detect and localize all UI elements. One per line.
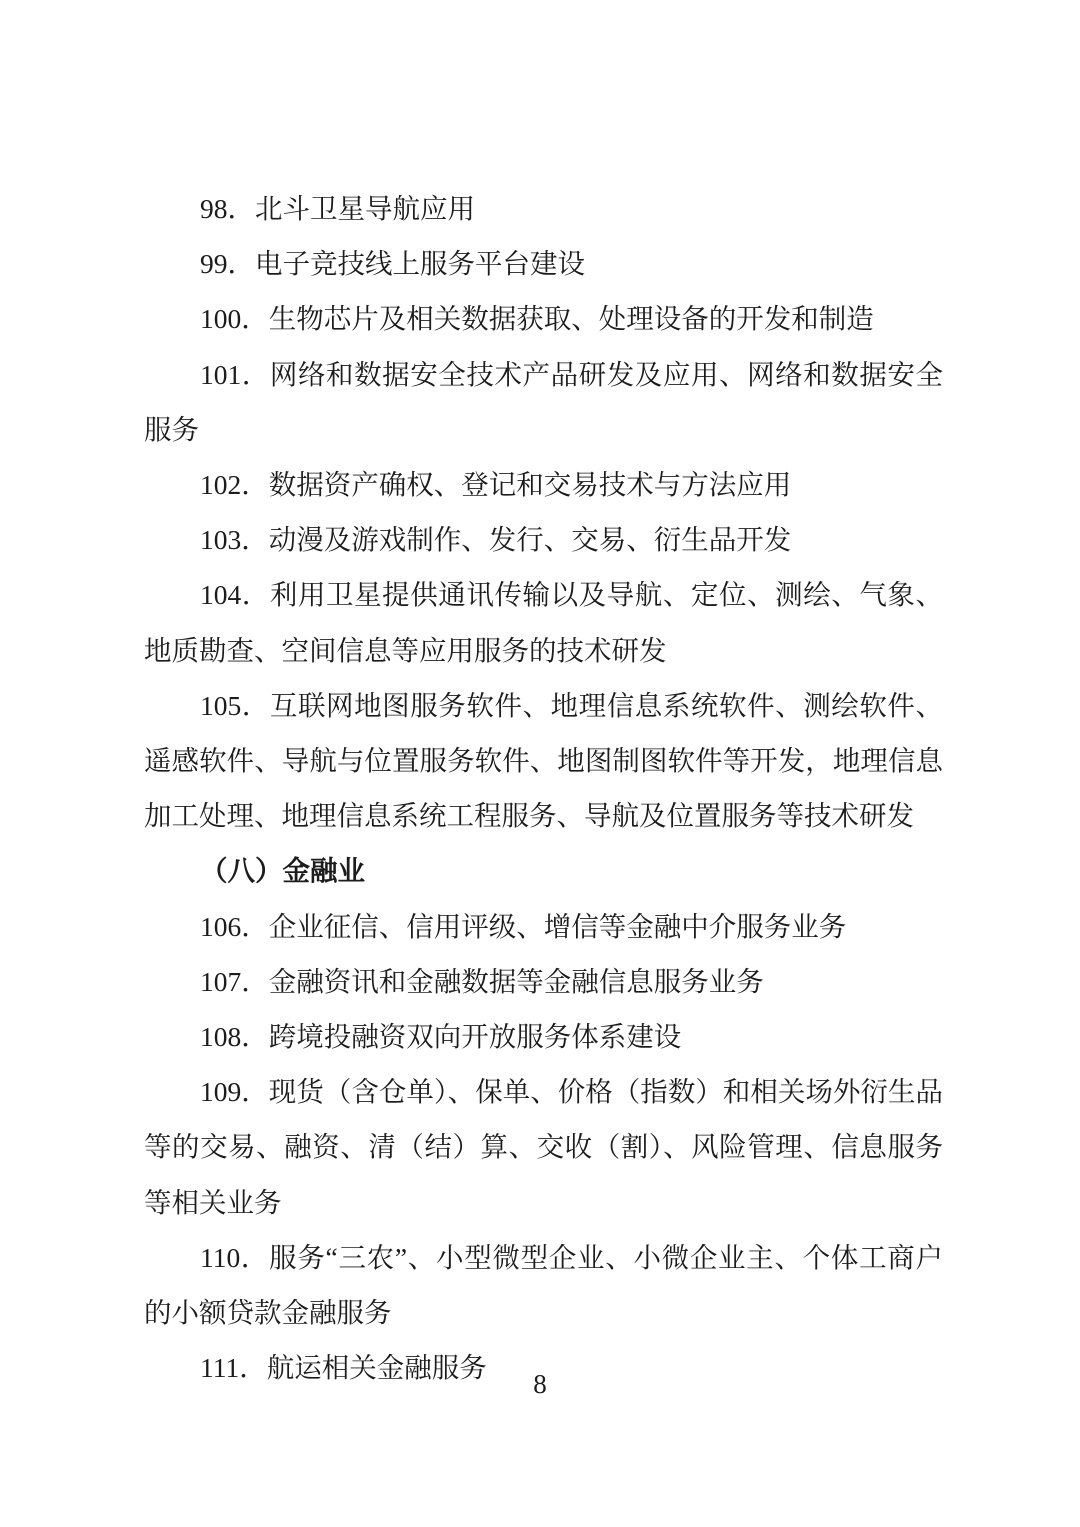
list-item: 111．航运相关金融服务 bbox=[200, 1352, 487, 1384]
list-item: 98．北斗卫星导航应用 bbox=[200, 193, 475, 224]
list-item: 109．现货（含仓单）、保单、价格（指数）和相关场外衍生品等的交易、融资、清（结）算、交收（割）、风险管理、信息服务等相关业务 bbox=[144, 1076, 943, 1218]
section-heading: （八）金融业 bbox=[200, 855, 365, 887]
list-item: 106．企业征信、信用评级、增信等金融中介服务业务 bbox=[200, 910, 847, 942]
list-item: 103．动漫及游戏制作、发行、交易、衍生品开发 bbox=[200, 524, 792, 556]
page-number: 8 bbox=[533, 1369, 547, 1399]
list-item: 105．互联网地图服务软件、地理信息系统软件、测绘软件、遥感软件、导航与位置服务软件、地图制图软件等开发，地理信息加工处理、地理信息系统工程服务、导航及位置服务等技术研发 bbox=[144, 689, 943, 832]
list-item: 102．数据资产确权、登记和交易技术与方法应用 bbox=[200, 469, 792, 501]
list-item: 104．利用卫星提供通讯传输以及导航、定位、测绘、气象、地质勘查、空间信息等应用服务的技术研发 bbox=[144, 579, 943, 666]
list-item: 101．网络和数据安全技术产品研发及应用、网络和数据安全服务 bbox=[144, 358, 943, 445]
list-item: 108．跨境投融资双向开放服务体系建设 bbox=[200, 1021, 682, 1053]
document-body bbox=[144, 181, 943, 1395]
list-item: 107．金融资讯和金融数据等金融信息服务业务 bbox=[200, 965, 764, 997]
list-item: 100．生物芯片及相关数据获取、处理设备的开发和制造 bbox=[200, 303, 874, 335]
list-item: 99．电子竞技线上服务平台建设 bbox=[200, 248, 585, 280]
list-item: 110．服务“三农”、小型微型企业、小微企业主、个体工商户的小额贷款金融服务 bbox=[144, 1241, 943, 1329]
